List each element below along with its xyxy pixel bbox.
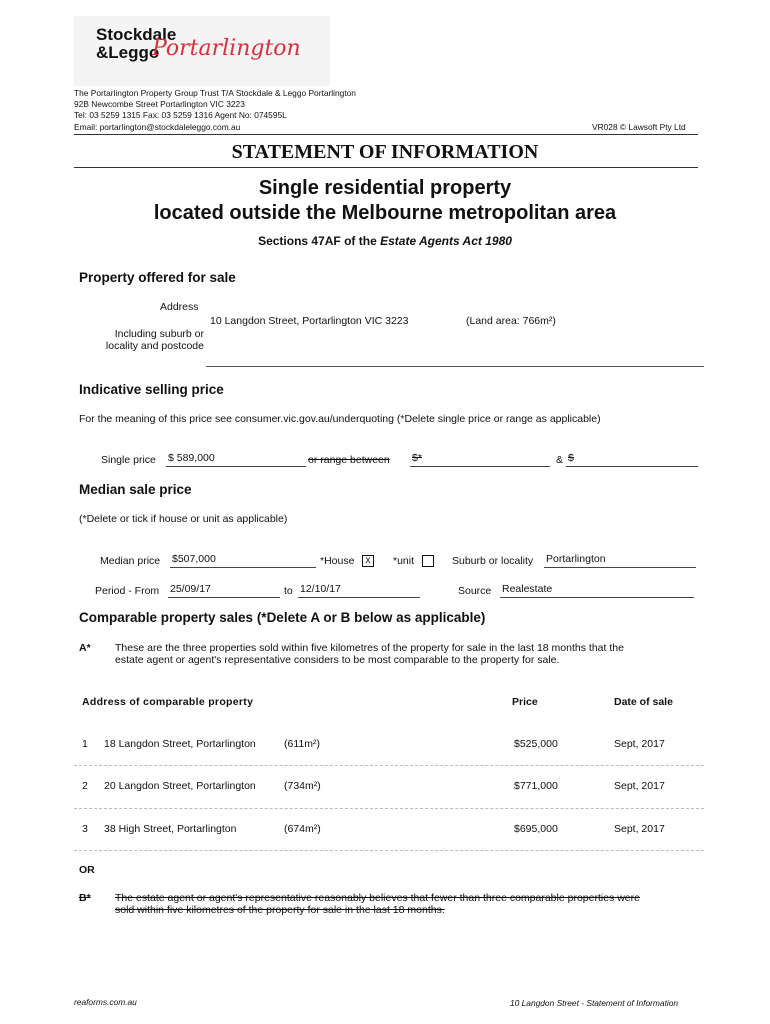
median-price-label: Median price xyxy=(100,555,161,567)
row-area: (611m²) xyxy=(284,738,320,750)
median-note: (*Delete or tick if house or unit as applicable) xyxy=(79,513,288,525)
unit-checkbox[interactable] xyxy=(422,555,434,567)
address-underline xyxy=(206,366,704,367)
table-row xyxy=(74,780,704,800)
logo-script: Portarlington xyxy=(152,36,301,61)
median-price-field[interactable]: $507,000 xyxy=(170,553,316,568)
row-divider xyxy=(74,765,704,766)
suburb-label: Including suburb or locality and postcode xyxy=(105,328,204,352)
option-b-label: B* xyxy=(79,892,91,904)
period-to-label: to xyxy=(284,585,293,597)
footer-right: 10 Langdon Street - Statement of Information xyxy=(510,998,679,1008)
title-divider xyxy=(74,167,698,168)
row-number: 2 xyxy=(82,780,88,792)
row-date: Sept, 2017 xyxy=(614,780,665,792)
row-divider xyxy=(74,808,704,809)
row-area: (674m²) xyxy=(284,823,321,835)
row-divider xyxy=(74,850,704,851)
period-from-field[interactable]: 25/09/17 xyxy=(168,583,280,598)
single-price-field[interactable]: $ 589,000 xyxy=(166,452,306,467)
period-to-field[interactable]: 12/10/17 xyxy=(298,583,420,598)
indicative-heading: Indicative selling price xyxy=(79,382,224,397)
property-heading: Property offered for sale xyxy=(79,270,236,285)
row-date: Sept, 2017 xyxy=(614,823,665,835)
col-date-header: Date of sale xyxy=(614,696,673,708)
logo-wordmark: Stockdale &Leggo xyxy=(96,25,177,62)
period-label: Period - From xyxy=(95,585,160,597)
range-to-field[interactable]: $ xyxy=(566,452,698,467)
row-price: $525,000 xyxy=(514,738,558,750)
row-price: $695,000 xyxy=(514,823,558,835)
comparable-heading: Comparable property sales (*Delete A or B below as applicable) xyxy=(79,610,486,625)
table-row xyxy=(74,823,704,843)
col-price-header: Price xyxy=(512,696,538,708)
median-heading: Median sale price xyxy=(79,482,192,497)
row-number: 1 xyxy=(82,738,88,750)
col-address-header: Address of comparable property xyxy=(82,696,254,708)
address-value[interactable]: 10 Langdon Street, Portarlington VIC 3223 xyxy=(210,315,409,327)
agency-logo xyxy=(74,16,330,86)
footer-left: reaforms.com.au xyxy=(74,997,137,1007)
agency-details: The Portarlington Property Group Trust T/A Stockdale & Leggo Portarlington 92B Newcombe Street Portarlington VIC 3223 Tel: 03 5259 1315 Fax: 03 5259 1316 Agent No: 074595L Email: portarlington@stockdaleleggo.com.au xyxy=(74,88,356,132)
option-a-text: These are the three properties sold within five kilometres of the property for sale in the last 18 months that the estate agent or agent's representative considers to be most comparable to the property for sale. xyxy=(115,642,624,666)
table-row xyxy=(74,738,704,758)
row-address: 20 Langdon Street, Portarlington xyxy=(104,780,256,792)
address-label: Address xyxy=(160,301,199,313)
land-area: (Land area: 766m²) xyxy=(466,315,556,327)
or-separator: OR xyxy=(79,864,95,876)
indicative-note: For the meaning of this price see consumer.vic.gov.au/underquoting (*Delete single price or range as applicable) xyxy=(79,413,601,425)
suburb-label: Suburb or locality xyxy=(452,555,534,567)
suburb-field[interactable]: Portarlington xyxy=(544,553,696,568)
range-from-field[interactable]: $* xyxy=(410,452,550,467)
range-and: & xyxy=(556,454,564,466)
house-label: *House xyxy=(320,555,355,567)
option-a-label: A* xyxy=(79,642,91,654)
row-number: 3 xyxy=(82,823,88,835)
single-price-label: Single price xyxy=(101,454,156,466)
row-address: 18 Langdon Street, Portarlington xyxy=(104,738,256,750)
house-checkbox[interactable]: x xyxy=(362,555,374,567)
row-address: 38 High Street, Portarlington xyxy=(104,823,237,835)
source-field[interactable]: Realestate xyxy=(500,583,694,598)
document-title: STATEMENT OF INFORMATION xyxy=(231,141,539,163)
row-date: Sept, 2017 xyxy=(614,738,665,750)
row-area: (734m²) xyxy=(284,780,321,792)
source-label: Source xyxy=(458,585,492,597)
header-divider xyxy=(74,134,698,135)
legislation-reference: Sections 47AF of the Estate Agents Act 1980 xyxy=(258,234,512,248)
option-b-text: The estate agent or agent's representative reasonably believes that fewer than three comparable properties were sold within five kilometres of the property for sale in the last 18 months. xyxy=(115,892,640,916)
range-label: or range between xyxy=(308,454,390,466)
form-code: VR028 © Lawsoft Pty Ltd xyxy=(592,122,686,132)
document-subtitle: Single residential property located outside the Melbourne metropolitan area xyxy=(153,177,617,224)
unit-label: *unit xyxy=(393,555,415,567)
row-price: $771,000 xyxy=(514,780,558,792)
